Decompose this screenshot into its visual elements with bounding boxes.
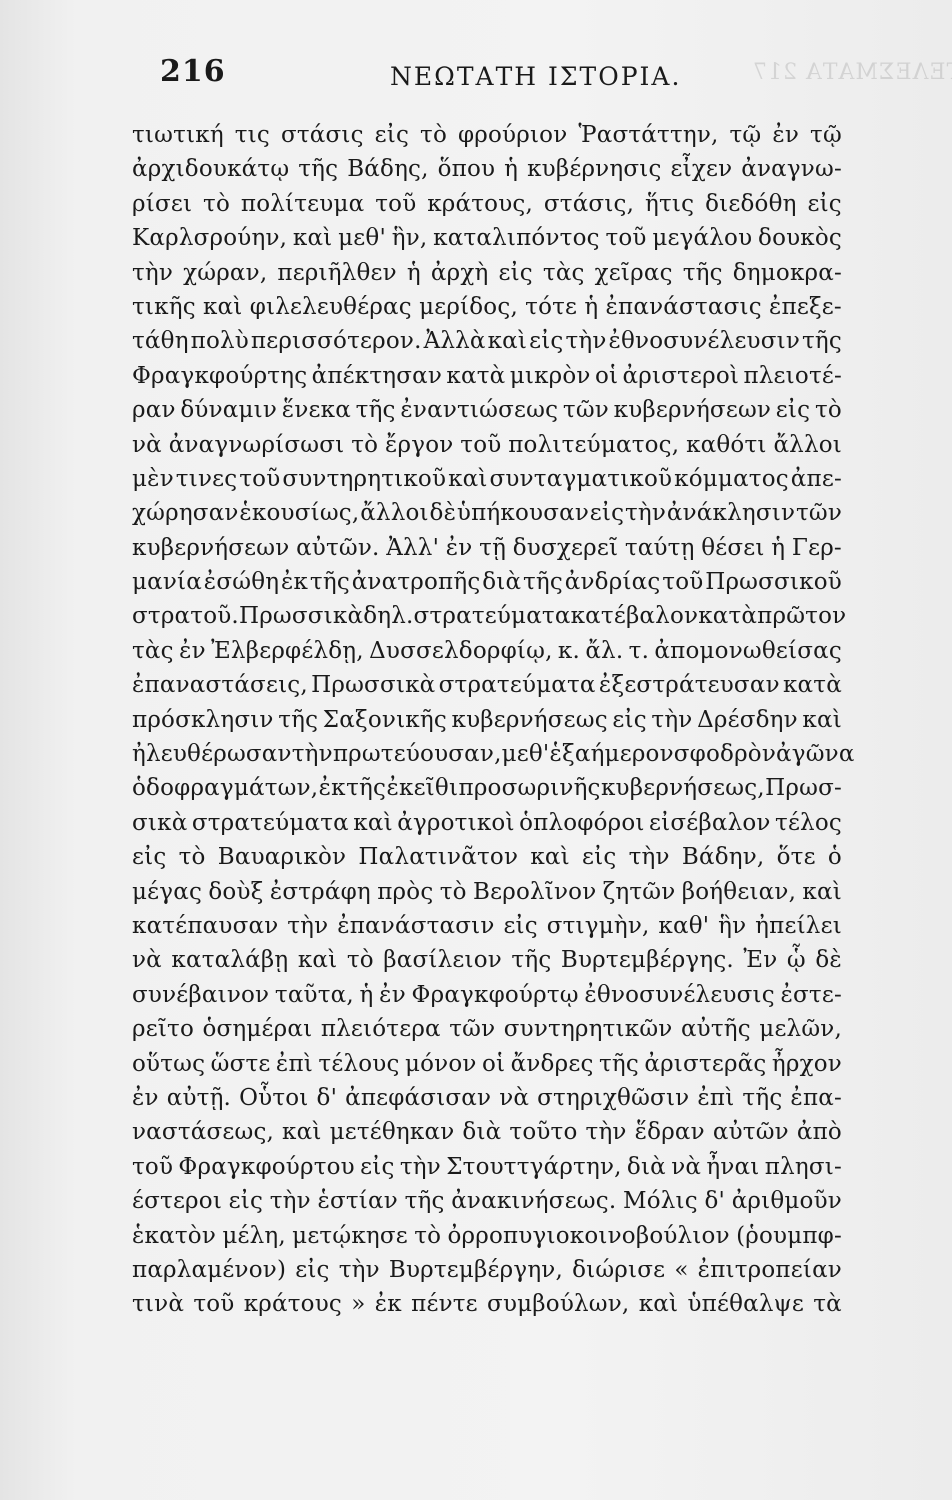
page-header xyxy=(160,48,802,98)
text-line: νὰ καταλάβῃ καὶ τὸ βασίλειον τῆς Βυρτεμβέργης. Ἐν ᾧ δὲ xyxy=(132,947,842,974)
text-line: Καρλσρούην, καὶ μεθ' ἣν, καταλιπόντος τοῦ μεγάλου δουκὸς xyxy=(132,225,842,252)
text-line: τὴν χώραν, περιῆλθεν ἡ ἀρχὴ εἰς τὰς χεῖρας τῆς δημοκρα- xyxy=(132,259,842,286)
text-line: τινὰ τοῦ κράτους » ἐκ πέντε συμβούλων, καὶ ὑπέθαλψε τὰ xyxy=(132,1291,842,1318)
text-line: συνέβαινον ταῦτα, ἡ ἐν Φραγκφούρτῳ ἐθνοσυνέλευσις ἐστε- xyxy=(132,981,842,1008)
page-number: 216 xyxy=(160,54,226,89)
text-line: νὰ ἀναγνωρίσωσι τὸ ἔργον τοῦ πολιτεύματος, καθότι ἄλλοι xyxy=(132,431,842,458)
text-line: σικὰ στρατεύματα καὶ ἀγροτικοὶ ὁπλοφόροι εἰσέβαλον τέλος xyxy=(132,809,842,836)
text-line: ἀρχιδουκάτῳ τῆς Βάδης, ὅπου ἡ κυβέρνησις εἶχεν ἀναγνω- xyxy=(132,156,842,183)
text-line: μανία ἐσώθη ἐκ τῆς ἀνατροπῆς διὰ τῆς ἀνδρίας τοῦ Πρωσσικοῦ xyxy=(132,569,842,596)
text-line: τὰς ἐν Ἐλβερφέλδῃ, Δυσσελδορφίῳ, κ. ἄλ. τ. ἀπομονωθείσας xyxy=(132,637,842,664)
text-line: ἠλευθέρωσαν τὴν πρωτεύουσαν, μεθ' ἑξαήμερον σφοδρὸν ἀγῶνα xyxy=(132,741,855,768)
text-line: ρίσει τὸ πολίτευμα τοῦ κράτους, στάσις, ἥτις διεδόθη εἰς xyxy=(132,190,842,217)
text-line: ναστάσεως, καὶ μετέθηκαν διὰ τοῦτο τὴν ἕδραν αὐτῶν ἀπὸ xyxy=(132,1119,842,1146)
text-line: παρλαμένον) εἰς τὴν Βυρτεμβέργην, διώρισε « ἐπιτροπείαν xyxy=(132,1256,842,1283)
text-line: ραν δύναμιν ἕνεκα τῆς ἐναντιώσεως τῶν κυβερνήσεων εἰς τὸ xyxy=(132,397,842,424)
text-line: εἰς τὸ Βαυαρικὸν Παλατινᾶτον καὶ εἰς τὴν Βάδην, ὅτε ὁ xyxy=(132,844,842,871)
running-title: ΝΕΩΤΑΤΗ ΙΣΤΟΡΙΑ. xyxy=(390,62,682,91)
text-line: μέγας δοὺξ ἐστράφη πρὸς τὸ Βερολῖνον ζητῶν βοήθειαν, καὶ xyxy=(132,878,842,905)
text-line: κατέπαυσαν τὴν ἐπανάστασιν εἰς στιγμὴν, καθ' ἣν ἠπείλει xyxy=(132,912,842,939)
text-line: μὲν τινες τοῦ συντηρητικοῦ καὶ συνταγματικοῦ κόμματος ἀπε- xyxy=(132,465,842,492)
text-line: ἑκατὸν μέλη, μετῴκησε τὸ ὀρροπυγιοκοινοβούλιον (ῥουμπφ- xyxy=(132,1222,842,1249)
text-line: τοῦ Φραγκφούρτου εἰς τὴν Στουττγάρτην, διὰ νὰ ἦναι πλησι- xyxy=(132,1153,842,1180)
text-line: οὕτως ὥστε ἐπὶ τέλους μόνον οἱ ἄνδρες τῆς ἀριστερᾶς ἦρχον xyxy=(132,1050,842,1077)
text-line: χώρησαν ἑκουσίως, ἄλλοι δὲ ὑπήκουσαν εἰς τὴν ἀνάκλησιν τῶν xyxy=(132,500,842,527)
text-line: ρεῖτο ὁσημέραι πλειότερα τῶν συντηρητικῶν αὐτῆς μελῶν, xyxy=(132,1016,842,1043)
text-line: κυβερνήσεων αὐτῶν. Ἀλλ' ἐν τῇ δυσχερεῖ ταύτῃ θέσει ἡ Γερ- xyxy=(132,534,842,561)
text-line: ἐν αὐτῇ. Οὗτοι δ' ἀπεφάσισαν νὰ στηριχθῶσιν ἐπὶ τῆς ἐπα- xyxy=(132,1084,842,1111)
text-line: τικῆς καὶ φιλελευθέρας μερίδος, τότε ἡ ἐπανάστασις ἐπεξε- xyxy=(132,293,842,320)
body-text xyxy=(132,118,855,1322)
text-line: στρατοῦ. Πρωσσικὰ δηλ. στρατεύματα κατέβαλον κατὰ πρῶτον xyxy=(132,603,847,630)
text-line: ὁδοφραγμάτων, ἐκ τῆς ἐκεῖθι προσωρινῆς κυβερνήσεως, Πρωσ- xyxy=(132,775,842,802)
text-line: ἐπαναστάσεις, Πρωσσικὰ στρατεύματα ἐξεστράτευσαν κατὰ xyxy=(132,672,842,699)
text-line: τιωτική τις στάσις εἰς τὸ φρούριον Ῥαστάττην, τῷ ἐν τῷ xyxy=(132,122,842,148)
text-line: τάθη πολὺ περισσότερον. Ἀλλὰ καὶ εἰς τὴν ἐθνοσυνέλευσιν τῆς xyxy=(132,328,842,355)
text-line: Φραγκφούρτης ἀπέκτησαν κατὰ μικρὸν οἱ ἀριστεροὶ πλειοτέ- xyxy=(132,362,842,389)
text-line: πρόσκλησιν τῆς Σαξονικῆς κυβερνήσεως εἰς τὴν Δρέσδην καὶ xyxy=(132,706,842,733)
text-line: έστεροι εἰς τὴν ἑστίαν τῆς ἀνακινήσεως. Μόλις δ' ἀριθμοῦν xyxy=(132,1188,842,1215)
